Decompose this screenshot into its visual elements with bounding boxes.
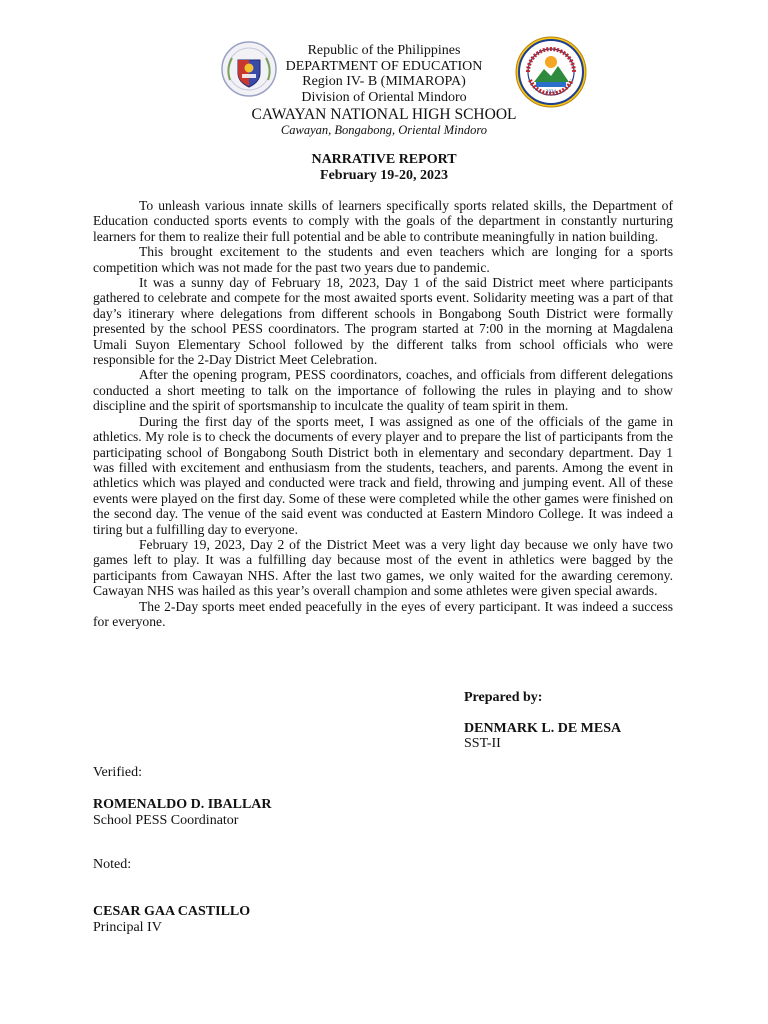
- school-address: Cawayan, Bongabong, Oriental Mindoro: [280, 123, 488, 137]
- verified-label: Verified:: [93, 765, 142, 780]
- paragraph: February 19, 2023, Day 2 of the District Meet was a very light day because we only have two games left to play. It was a fulfilling day because most of the event in athletics were bagged by the participants from Cawayan NHS. After the last two games, we only waited for the awarding ceremony. Cawayan NHS was hailed as this year’s overall champion and some athletes were given special awards.: [93, 536, 673, 599]
- letterhead-region: Region IV- B (MIMAROPA): [302, 74, 466, 89]
- principal-position: Principal IV: [93, 919, 162, 935]
- report-body: [93, 198, 673, 629]
- paragraph: This brought excitement to the students and even teachers which are longing for a sports competition which was not made for the past two years due to pandemic.: [93, 244, 673, 275]
- school-name: CAWAYAN NATIONAL HIGH SCHOOL: [251, 106, 517, 123]
- prepared-by-label: Prepared by:: [464, 690, 543, 705]
- preparer-position: SST-II: [464, 736, 501, 751]
- paragraph: The 2-Day sports meet ended peacefully in the eyes of every participant. It was indeed a success for everyone.: [93, 598, 673, 629]
- noted-label: Noted:: [93, 857, 132, 872]
- paragraph: During the first day of the sports meet, I was assigned as one of the officials of the game in athletics. My role is to check the documents of every player and to prepare the list of participants from the participating school of Bongabong South District both in elementary and secondary department. Day 1 was filled with excitement and enthusiasm from the students, teachers, and parents. Among the event in athletics which was played and conducted were track and field, throwing and jumping event. All of these events were played on the first day. Some of these were completed while the other games were finished on the second day. The venue of the said event was conducted at Eastern Mindoro College. It was indeed a tiring but a fulfilling day to everyone.: [93, 413, 673, 537]
- letterhead: [200, 43, 568, 138]
- report-date: February 19-20, 2023: [320, 167, 448, 183]
- verified-by-block: [93, 797, 272, 828]
- principal-name: CESAR GAA CASTILLO: [93, 904, 251, 919]
- verifier-position: School PESS Coordinator: [93, 812, 239, 828]
- report-title: NARRATIVE REPORT: [311, 152, 457, 167]
- prepared-by-block: [464, 690, 621, 752]
- report-heading: [200, 152, 568, 183]
- verifier-name: ROMENALDO D. IBALLAR: [93, 797, 272, 812]
- letterhead-division: Division of Oriental Mindoro: [301, 89, 467, 105]
- preparer-name: DENMARK L. DE MESA: [464, 720, 622, 736]
- paragraph: It was a sunny day of February 18, 2023, Day 1 of the said District meet where participants gathered to celebrate and compete for the most awaited sports event. Solidarity meeting was a part of that day’s itinerary where delegations from different schools in Bongabong South District were formally presented by the school PESS coordinators. The program started at 7:00 in the morning at Magdalena Umali Suyon Elementary School followed by the different talks from school officials who were responsible for the 2-Day District Meet Celebration.: [93, 275, 673, 368]
- letterhead-republic: Republic of the Philippines: [307, 43, 461, 58]
- letterhead-department: DEPARTMENT OF EDUCATION: [285, 58, 483, 74]
- noted-by-block: [93, 904, 250, 935]
- paragraph: To unleash various innate skills of learners specifically sports related skills, the Department of Education conducted sports events to comply with the goals of the department in constantly nurturing learners for them to realize their full potential and be able to contribute meaningfully in nation building.: [93, 198, 673, 244]
- paragraph: After the opening program, PESS coordinators, coaches, and officials from different delegations conducted a short meeting to talk on the importance of following the rules in playing and to show discipline and the spirit of sportsmanship to inculcate the quality of team spirit in them.: [93, 367, 673, 414]
- seal-year-text: 2024: [545, 89, 557, 94]
